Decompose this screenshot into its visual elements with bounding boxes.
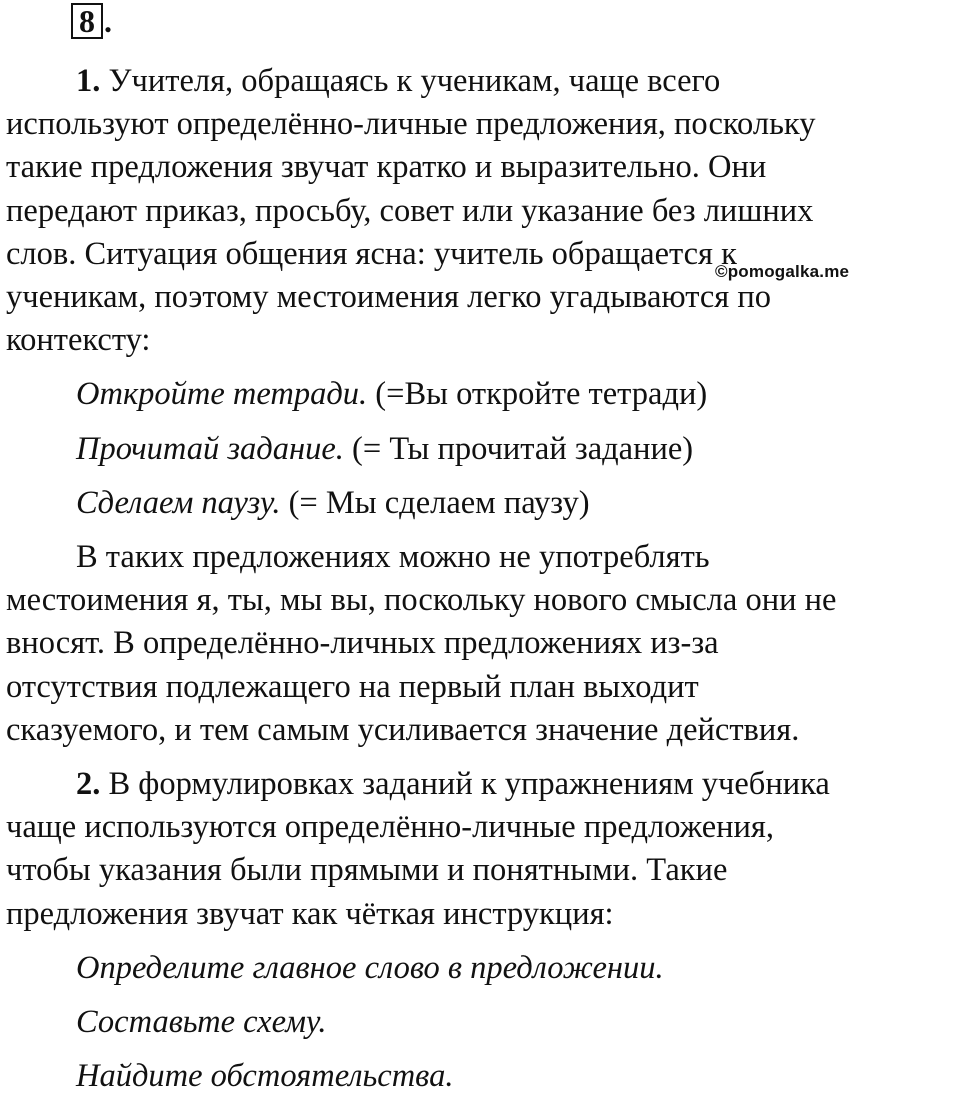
example-sentence xyxy=(6,482,956,525)
paragraph-line xyxy=(6,60,956,103)
example-gloss: (= Ты прочитай задание) xyxy=(343,430,694,467)
paragraph-line: сказуемого, и тем самым усиливается значение действия. xyxy=(6,711,800,748)
example-italic: Откройте тетради. xyxy=(76,376,368,413)
paragraph-line: ученикам, поэтому местоимения легко угадываются по xyxy=(6,279,771,316)
paragraph-line: используют определённо-личные предложения, поскольку xyxy=(6,106,816,143)
paragraph-line: контексту: xyxy=(6,322,151,359)
example-gloss: (= Мы сделаем паузу) xyxy=(280,484,590,521)
example-sentence xyxy=(6,1001,956,1044)
paragraph-line: чаще используются определённо-личные предложения, xyxy=(6,809,775,846)
task-number xyxy=(71,3,112,39)
paragraph-line: чтобы указания были прямыми и понятными. Такие xyxy=(6,852,728,889)
paragraph-line: отсутствия подлежащего на первый план выходит xyxy=(6,668,699,705)
example-sentence xyxy=(6,1055,956,1098)
example-gloss: (=Вы откройте тетради) xyxy=(367,376,708,413)
task-number-box: 8 xyxy=(71,3,103,39)
section-1-number: 1. xyxy=(76,63,101,99)
section-2-paragraph xyxy=(6,763,956,936)
example-italic: Сделаем паузу. xyxy=(76,484,281,521)
example-italic: Составьте схему. xyxy=(76,1004,327,1041)
example-italic: Определите главное слово в предложении. xyxy=(76,949,664,986)
paragraph-line: В таких предложениях можно не употреблять xyxy=(76,539,710,576)
line-text: Учителя, обращаясь к ученикам, чаще всего xyxy=(100,63,721,99)
example-sentence xyxy=(6,428,956,471)
example-sentence xyxy=(6,947,956,990)
section-1-examples xyxy=(6,373,956,525)
example-italic: Прочитай задание. xyxy=(76,430,344,467)
paragraph-line xyxy=(6,763,956,806)
paragraph-line: слов. Ситуация общения ясна: учитель обращается к xyxy=(6,235,737,272)
section-2-number: 2. xyxy=(76,766,101,803)
task-number-dot: . xyxy=(104,3,112,39)
example-italic: Найдите обстоятельства. xyxy=(76,1058,454,1095)
paragraph-line: предложения звучат как чёткая инструкция: xyxy=(6,895,614,932)
paragraph-line: передают приказ, просьбу, совет или указание без лишних xyxy=(6,192,814,229)
paragraph-line: местоимения я, ты, мы вы, поскольку нового смысла они не xyxy=(6,582,837,619)
answer-text xyxy=(6,60,956,1098)
section-1-paragraph xyxy=(6,60,956,362)
paragraph-line: вносят. В определённо-личных предложениях из-за xyxy=(6,625,719,662)
section-1-explanation xyxy=(6,536,956,752)
line-text: В формулировках заданий к упражнениям учебника xyxy=(100,766,830,803)
example-sentence xyxy=(6,373,956,416)
paragraph-line: такие предложения звучат кратко и выразительно. Они xyxy=(6,149,767,186)
watermark: ©pomogalka.me xyxy=(715,262,850,281)
section-2-examples xyxy=(6,947,956,1099)
